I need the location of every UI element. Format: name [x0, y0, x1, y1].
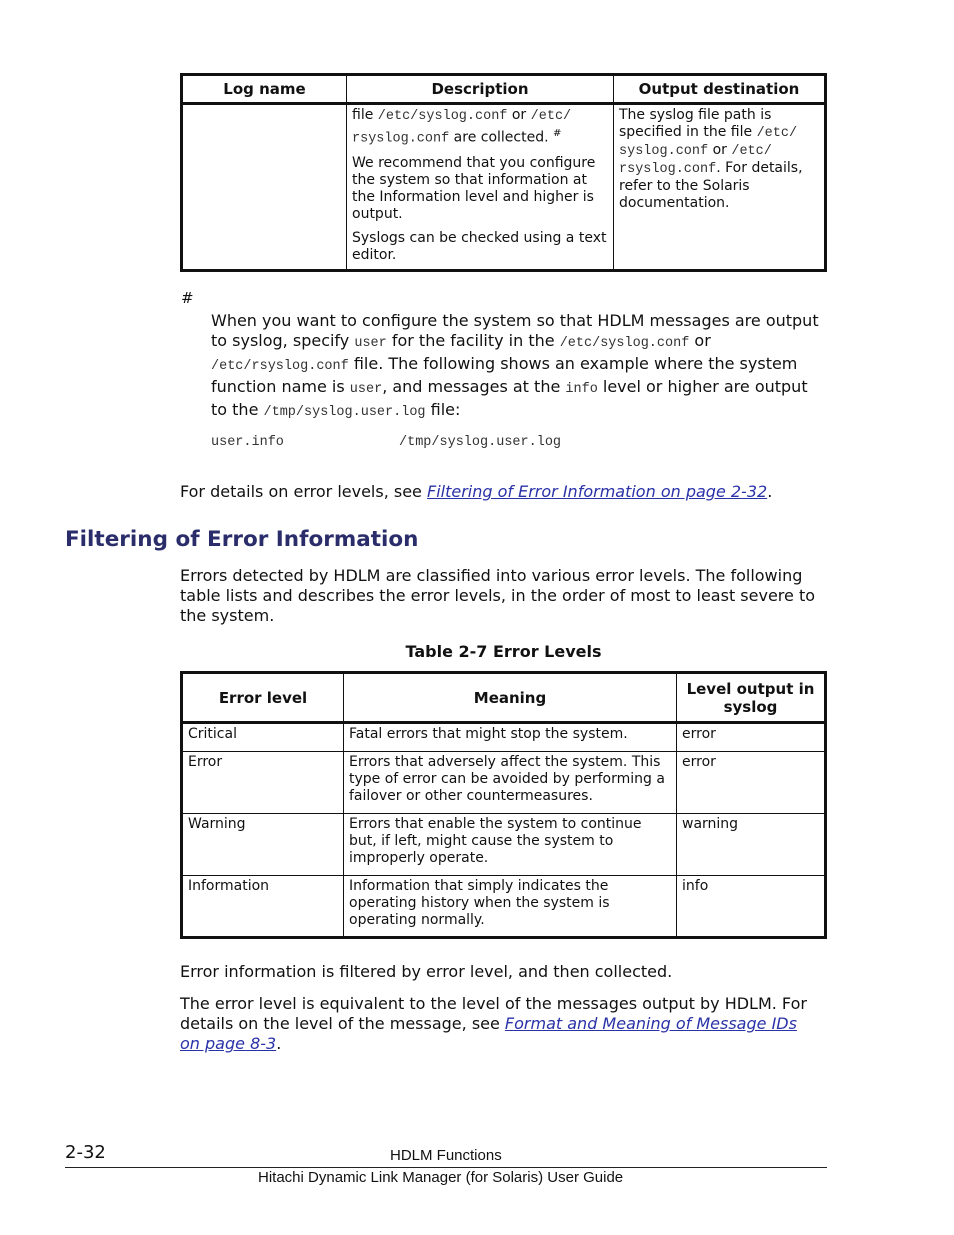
syslog-cell: info: [677, 876, 826, 938]
message-ids-link[interactable]: Format and Meaning of Message IDs on page 8-3: [180, 1014, 797, 1053]
footnote-mark: #: [553, 128, 562, 139]
meaning-cell: Errors that enable the system to continue but, if left, might cause the system to improperly operate.: [344, 814, 677, 876]
meaning-cell: Errors that adversely affect the system. This type of error can be avoided by performing a failover or other countermeasures.: [344, 752, 677, 814]
text: When you want to configure the system so that HDLM messages are output to syslog, specify: [211, 311, 819, 350]
path: /etc/ syslog.conf: [619, 126, 798, 159]
text: file. The following shows an example where the system function name is: [211, 354, 798, 396]
chapter-title: HDLM Functions: [390, 1147, 502, 1164]
code: /tmp/syslog.user.log: [263, 405, 426, 420]
path: /etc/ rsyslog.conf: [352, 109, 572, 147]
code: user: [349, 382, 383, 397]
details-paragraph: [180, 482, 830, 502]
col-header: Error level: [182, 673, 344, 723]
book-title: Hitachi Dynamic Link Manager (for Solaris) User Guide: [258, 1169, 624, 1186]
table-row: [182, 752, 826, 814]
text: for the facility in the: [386, 331, 560, 350]
code-example-right: /tmp/syslog.user.log: [399, 435, 562, 450]
code-example-left: user.info: [211, 435, 284, 450]
col-header: Description: [347, 75, 614, 104]
level-cell: Error: [182, 752, 344, 814]
level-cell: Information: [182, 876, 344, 938]
text: file:: [425, 400, 461, 419]
col-header: Log name: [182, 75, 347, 104]
text: or: [708, 142, 732, 158]
table-row: [182, 876, 826, 938]
meaning-cell: Information that simply indicates the operating history when the system is operating normally.: [344, 876, 677, 938]
log-table: [180, 73, 827, 272]
page-number: 2-32: [65, 1142, 106, 1163]
text: For details on error levels, see: [180, 482, 427, 501]
text: file: [352, 107, 378, 123]
table-row: [182, 814, 826, 876]
error-levels-table: [180, 671, 827, 939]
text: are collected.: [449, 129, 554, 146]
description-cell: [347, 104, 614, 271]
code: /etc/rsyslog.conf: [211, 359, 349, 374]
level-cell: Warning: [182, 814, 344, 876]
level-cell: Critical: [182, 723, 344, 752]
section-title: Filtering of Error Information: [65, 527, 419, 552]
code: info: [565, 382, 598, 397]
text: , and messages at the: [382, 377, 566, 396]
path: /etc/syslog.conf: [377, 109, 508, 124]
meaning-cell: Fatal errors that might stop the system.: [344, 723, 677, 752]
col-header: Level output in syslog: [677, 673, 826, 723]
code: /etc/syslog.conf: [559, 336, 690, 351]
intro-paragraph: Errors detected by HDLM are classified into various error levels. The following table lists and describes the error levels, in the order of most to least severe to the system.: [180, 566, 816, 625]
filtering-link[interactable]: Filtering of Error Information on page 2-32: [426, 482, 768, 501]
text: or: [507, 107, 531, 123]
table-row: [182, 723, 826, 752]
text: Syslogs can be checked using a text editor.: [352, 229, 607, 263]
footnote-text: [211, 311, 826, 423]
code: user: [354, 336, 387, 351]
text: or: [689, 331, 711, 350]
text: .: [276, 1034, 282, 1053]
syslog-cell: warning: [677, 814, 826, 876]
col-header: Output destination: [614, 75, 826, 104]
log-name-cell: [182, 104, 347, 271]
text: We recommend that you configure the system so that information at the Information level and higher is output.: [352, 154, 596, 222]
text: level or higher are output to the: [211, 377, 808, 419]
destination-cell: [614, 104, 826, 271]
syslog-cell: error: [677, 752, 826, 814]
syslog-cell: error: [677, 723, 826, 752]
footnote-mark: #: [181, 289, 194, 307]
footer-divider: [65, 1167, 827, 1168]
message-level-paragraph: [180, 994, 820, 1054]
text: .: [767, 482, 773, 501]
text: . For details, refer to the Solaris documentation.: [619, 160, 803, 211]
path: /etc/ rsyslog.conf: [619, 144, 772, 177]
text: The syslog file path is specified in the file: [619, 107, 772, 140]
filter-paragraph: Error information is filtered by error level, and then collected.: [180, 962, 673, 981]
table-caption: Table 2-7 Error Levels: [405, 642, 602, 661]
text: The error level is equivalent to the level of the messages output by HDLM. For details on the level of the message, see: [180, 994, 807, 1033]
col-header: Meaning: [344, 673, 677, 723]
